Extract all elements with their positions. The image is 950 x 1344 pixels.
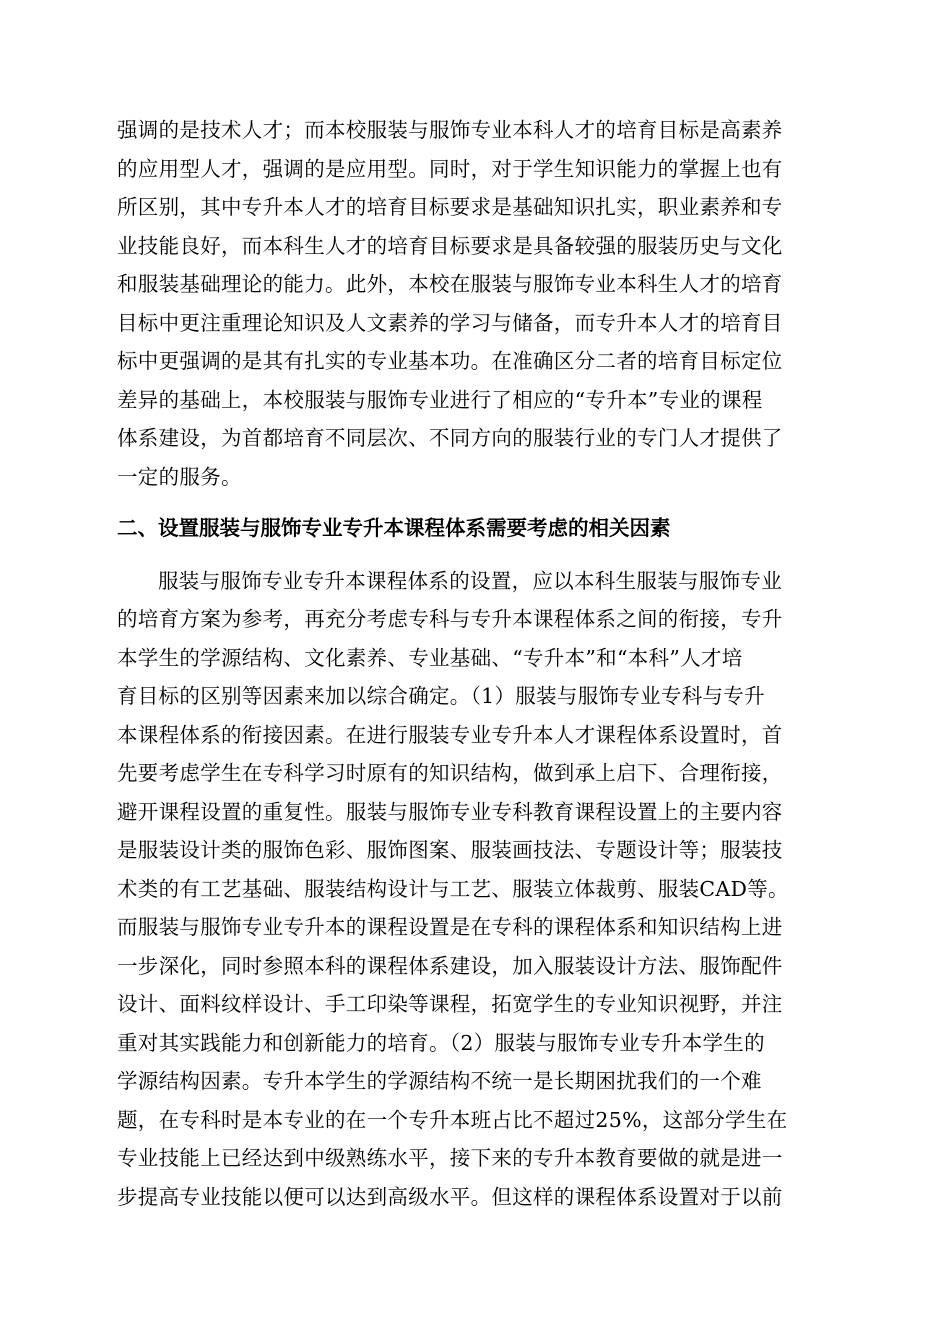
paragraph-line: 本学生的学源结构、文化素养、专业基础、“专升本”和“本科”人才培: [117, 646, 743, 670]
paragraph-line: 育目标的区别等因素来加以综合确定。（1）服装与服饰专业专科与专升: [117, 684, 765, 708]
paragraph-line: 设计、面料纹样设计、手工印染等课程，拓宽学生的专业知识视野，并注: [117, 992, 783, 1016]
paragraph-line: 术类的有工艺基础、服装结构设计与工艺、服装立体裁剪、服装CAD等。: [117, 877, 789, 901]
section-heading: 二、设置服装与服饰专业专升本课程体系需要考虑的相关因素: [117, 516, 671, 540]
paragraph-line: 业技能良好，而本科生人才的培育目标要求是具备较强的服装历史与文化: [117, 234, 783, 258]
paragraph-line: 专业技能上已经达到中级熟练水平，接下来的专升本教育要做的就是进一: [117, 1146, 783, 1170]
paragraph-line: 而服装与服饰专业专升本的课程设置是在专科的课程体系和知识结构上进: [117, 915, 783, 939]
paragraph-line: 标中更强调的是其有扎实的专业基本功。在准确区分二者的培育目标定位: [117, 349, 783, 373]
paragraph-line: 一步深化，同时参照本科的课程体系建设，加入服装设计方法、服饰配件: [117, 954, 783, 978]
paragraph-line: 体系建设，为首都培育不同层次、不同方向的服装行业的专门人才提供了: [117, 426, 783, 450]
paragraph-line: 先要考虑学生在专科学习时原有的知识结构，做到承上启下、合理衔接，: [117, 761, 783, 785]
paragraph-line: 避开课程设置的重复性。服装与服饰专业专科教育课程设置上的主要内容: [117, 800, 783, 824]
paragraph-line: 步提高专业技能以便可以达到高级水平。但这样的课程体系设置对于以前: [117, 1185, 783, 1209]
paragraph-line: 服装与服饰专业专升本课程体系的设置，应以本科生服装与服饰专业: [158, 569, 782, 593]
paragraph-line: 差异的基础上，本校服装与服饰专业进行了相应的“专升本”专业的课程: [117, 388, 763, 412]
paragraph-line: 目标中更注重理论知识及人文素养的学习与储备，而专升本人才的培育目: [117, 311, 783, 335]
paragraph-line: 一定的服务。: [117, 465, 242, 489]
paragraph-line: 强调的是技术人才；而本校服装与服饰专业本科人才的培育目标是高素养: [117, 118, 783, 142]
paragraph-line: 的培育方案为参考，再充分考虑专科与专升本课程体系之间的衔接，专升: [117, 607, 783, 631]
paragraph-line: 重对其实践能力和创新能力的培育。（2）服装与服饰专业专升本学生的: [117, 1031, 765, 1055]
paragraph-line: 学源结构因素。专升本学生的学源结构不统一是长期困扰我们的一个难: [117, 1069, 762, 1093]
paragraph-line: 是服装设计类的服饰色彩、服饰图案、服装画技法、专题设计等；服装技: [117, 838, 783, 862]
paragraph-line: 所区别，其中专升本人才的培育目标要求是基础知识扎实，职业素养和专: [117, 195, 783, 219]
paragraph-line: 和服装基础理论的能力。此外，本校在服装与服饰专业本科生人才的培育: [117, 272, 783, 296]
paragraph-line: 本课程体系的衔接因素。在进行服装专业专升本人才课程体系设置时，首: [117, 723, 783, 747]
paragraph-line: 的应用型人才，强调的是应用型。同时，对于学生知识能力的掌握上也有: [117, 157, 783, 181]
paragraph-line: 题，在专科时是本专业的在一个专升本班占比不超过25%，这部分学生在: [117, 1108, 788, 1132]
